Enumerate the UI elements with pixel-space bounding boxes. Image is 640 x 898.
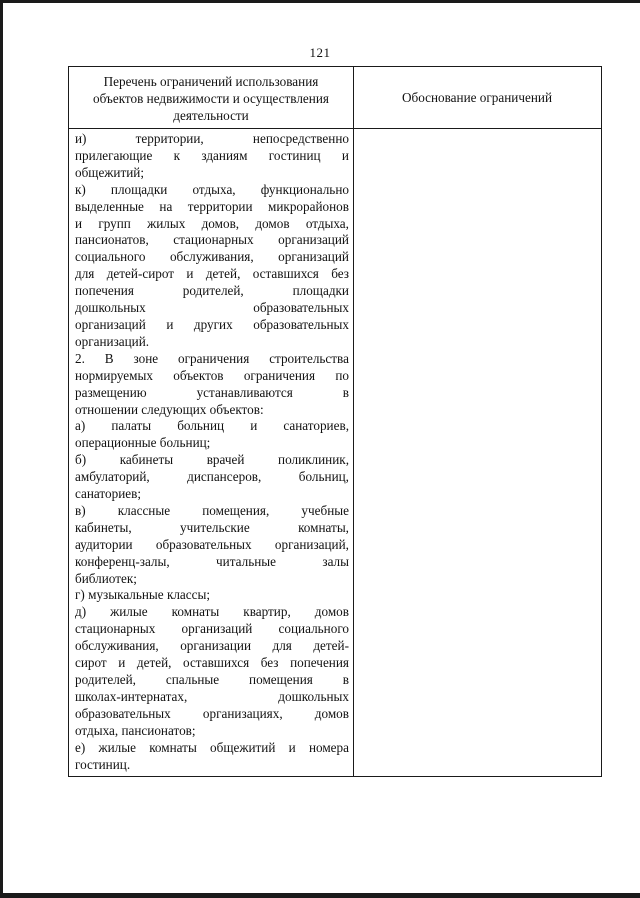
text-line [75,148,349,165]
text-line: гостиниц. [75,756,131,772]
text-line [75,300,349,317]
restrictions-text-cell [75,131,349,773]
text-line [75,199,349,216]
text-line [75,672,349,689]
text-line [75,604,349,621]
text-line-content: аудитории образовательных организаций, [75,536,349,552]
text-line-content: 2. В зоне ограничения строительства [75,350,349,366]
header-justification: Обоснование ограничений [401,89,553,105]
text-line [75,266,349,283]
text-line [75,638,349,655]
text-line [75,706,349,723]
text-line-content: б) кабинеты врачей поликлиник, [75,452,349,468]
text-line [75,249,349,266]
scan-edge-top [0,0,640,3]
header-line: деятельности [173,108,249,123]
text-line-content: е) жилые комнаты общежитий и номера [75,739,349,755]
text-line [75,554,349,571]
scan-edge-left [0,0,3,898]
text-line [75,368,349,385]
text-line: отношении следующих объектов: [75,401,264,417]
text-line [75,216,349,233]
text-line [75,452,349,469]
text-line [75,182,349,199]
text-line [75,621,349,638]
text-line: организаций. [75,333,150,349]
header-divider [69,128,601,129]
text-line [75,689,349,706]
text-line: отдыха, пансионатов; [75,722,196,738]
text-line-content: а) палаты больниц и санаториев, [75,418,349,434]
text-line-content: нормируемых объектов ограничения по [75,367,349,383]
text-line-content: размещению устанавливаются в [75,384,349,400]
text-line-content: организаций и других образовательных [75,316,349,332]
text-line [75,503,349,520]
scan-edge-bottom [0,893,640,898]
text-line-content: пансионатов, стационарных организаций [75,232,349,248]
text-line-content: образовательных организациях, домов [75,705,349,721]
text-line-content: прилегающие к зданиям гостиниц и [75,147,349,163]
text-line-content: социального обслуживания, организаций [75,249,349,265]
text-line-content: попечения родителей, площадки [75,283,349,299]
text-line [75,317,349,334]
text-line [75,740,349,757]
text-line-content: амбулаторий, диспансеров, больниц, [75,469,349,485]
text-line-content: к) площадки отдыха, функционально [75,181,349,197]
text-line-content: и) территории, непосредственно [75,131,349,146]
text-line: общежитий; [75,164,145,180]
text-line-content: сирот и детей, оставшихся без попечения [75,655,349,671]
header-line: объектов недвижимости и осуществления [93,91,329,106]
text-line [75,283,349,300]
text-line-content: дошкольных образовательных [75,300,349,316]
text-line-content: и групп жилых домов, домов отдыха, [75,215,349,231]
text-line [75,418,349,435]
text-line-content: в) классные помещения, учебные [75,502,349,518]
column-divider [353,67,354,776]
restrictions-table [68,66,602,777]
text-line: санаториев; [75,486,142,502]
text-line: г) музыкальные классы; [75,587,211,603]
text-line [75,655,349,672]
text-line-content: школах-интернатах, дошкольных [75,688,349,704]
text-line: библиотек; [75,570,137,586]
text-line [75,469,349,486]
page-number: 121 [309,45,331,60]
text-line [75,537,349,554]
text-line [75,385,349,402]
text-line-content: обслуживания, организации для детей- [75,638,349,654]
text-line-content: стационарных организаций социального [75,621,349,637]
text-line [75,131,349,148]
text-line-content: конференц-залы, читальные залы [75,553,349,569]
text-line-content: для детей-сирот и детей, оставшихся без [75,266,349,282]
header-line: Перечень ограничений использования [103,74,319,89]
text-line [75,351,349,368]
text-line-content: выделенные на территории микрорайонов [75,198,349,214]
text-line-content: родителей, спальные помещения в [75,672,349,687]
header-restrictions-list [75,73,347,124]
text-line [75,520,349,537]
text-line-content: кабинеты, учительские комнаты, [75,519,349,535]
text-line-content: д) жилые комнаты квартир, домов [75,604,349,620]
text-line [75,232,349,249]
text-line: операционные больниц; [75,435,211,451]
